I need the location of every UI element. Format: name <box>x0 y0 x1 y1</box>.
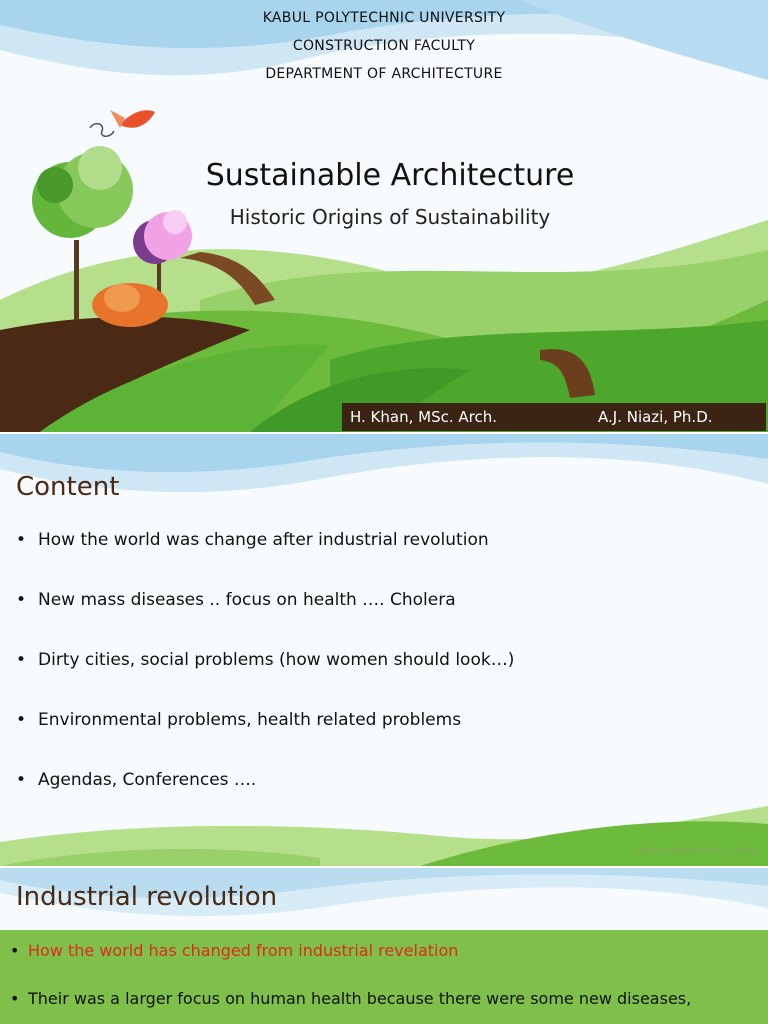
author-khan: H. Khan, MSc. Arch. <box>350 408 497 426</box>
content-slide <box>0 434 768 866</box>
list-item: • Dirty cities, social problems (how women should look…) <box>16 646 514 706</box>
highlight-band <box>0 930 768 1024</box>
content-list <box>16 526 514 826</box>
title-slide <box>0 0 768 432</box>
slide-footer: KPU–AJ.NIAZI, Ph.D. – 2022 <box>636 847 758 857</box>
author-bar <box>342 403 766 431</box>
industrial-slide <box>0 868 768 1024</box>
slide-title: Sustainable Architecture <box>205 158 575 193</box>
university-name: KABUL POLYTECHNIC UNIVERSITY <box>262 10 506 26</box>
department-name: DEPARTMENT OF ARCHITECTURE <box>265 66 503 82</box>
list-item: • Environmental problems, health related problems <box>16 706 514 766</box>
faculty-name: CONSTRUCTION FACULTY <box>292 38 476 54</box>
list-item: • How the world was change after industrial revolution <box>16 526 514 586</box>
slide-subtitle: Historic Origins of Sustainability <box>229 205 551 229</box>
list-item: • How the world has changed from industrial revelation <box>10 940 458 962</box>
content-heading: Content <box>16 472 120 502</box>
author-niazi: A.J. Niazi, Ph.D. <box>598 408 713 426</box>
list-item: • Their was a larger focus on human health because there were some new diseases, <box>10 988 691 1010</box>
list-item: • New mass diseases .. focus on health …. Cholera <box>16 586 514 646</box>
industrial-heading: Industrial revolution <box>16 882 278 912</box>
list-item: • Agendas, Conferences …. <box>16 766 514 826</box>
